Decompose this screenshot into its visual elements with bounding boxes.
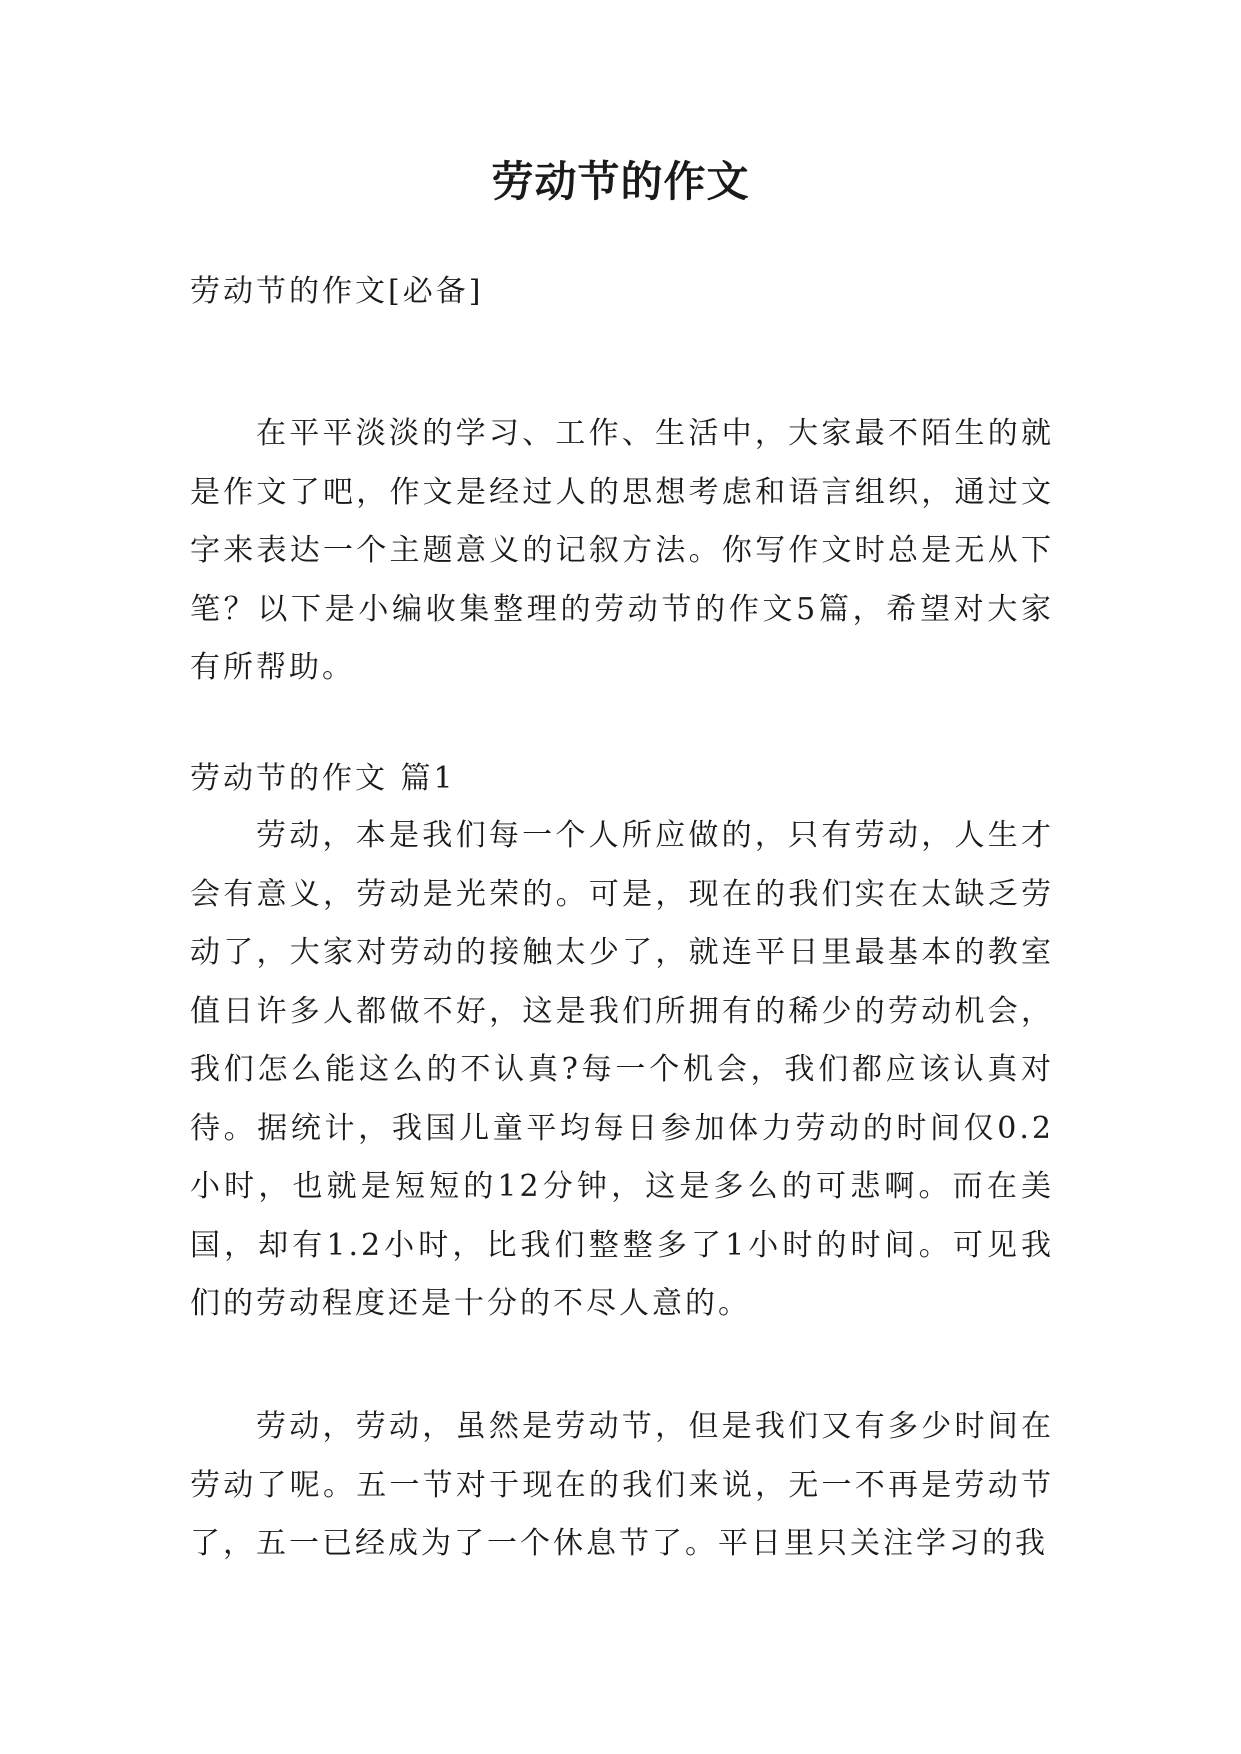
document-subtitle: 劳动节的作文[必备] xyxy=(190,274,484,309)
essay-paragraph-1: 劳动，本是我们每一个人所应做的，只有劳动，人生才会有意义，劳动是光荣的。可是，现在的我们实在太缺乏劳动了，大家对劳动的接触太少了，就连平日里最基本的教室值日许多人都做不好，这是我们所拥有的稀少的劳动机会，我们怎么能这么的不认真?每一个机会，我们都应该认真对待。据统计，我国儿童平均每日参加体力劳动的时间仅0.2小时，也就是短短的12分钟，这是多么的可悲啊。而在美国，却有1.2小时，比我们整整多了1小时的时间。可见我们的劳动程度还是十分的不尽人意的。 xyxy=(190,818,1054,1321)
section-heading: 劳动节的作文 篇1 xyxy=(190,761,456,796)
document-title: 劳动节的作文 xyxy=(491,157,750,206)
intro-paragraph: 在平平淡淡的学习、工作、生活中，大家最不陌生的就是作文了吧，作文是经过人的思想考虑和语言组织，通过文字来表达一个主题意义的记叙方法。你写作文时总是无从下笔？以下是小编收集整理的劳动节的作文5篇，希望对大家有所帮助。 xyxy=(190,416,1054,685)
essay-paragraph-2: 劳动，劳动，虽然是劳动节，但是我们又有多少时间在劳动了呢。五一节对于现在的我们来说，无一不再是劳动节了，五一已经成为了一个休息节了。平日里只关注学习的我 xyxy=(190,1409,1054,1561)
